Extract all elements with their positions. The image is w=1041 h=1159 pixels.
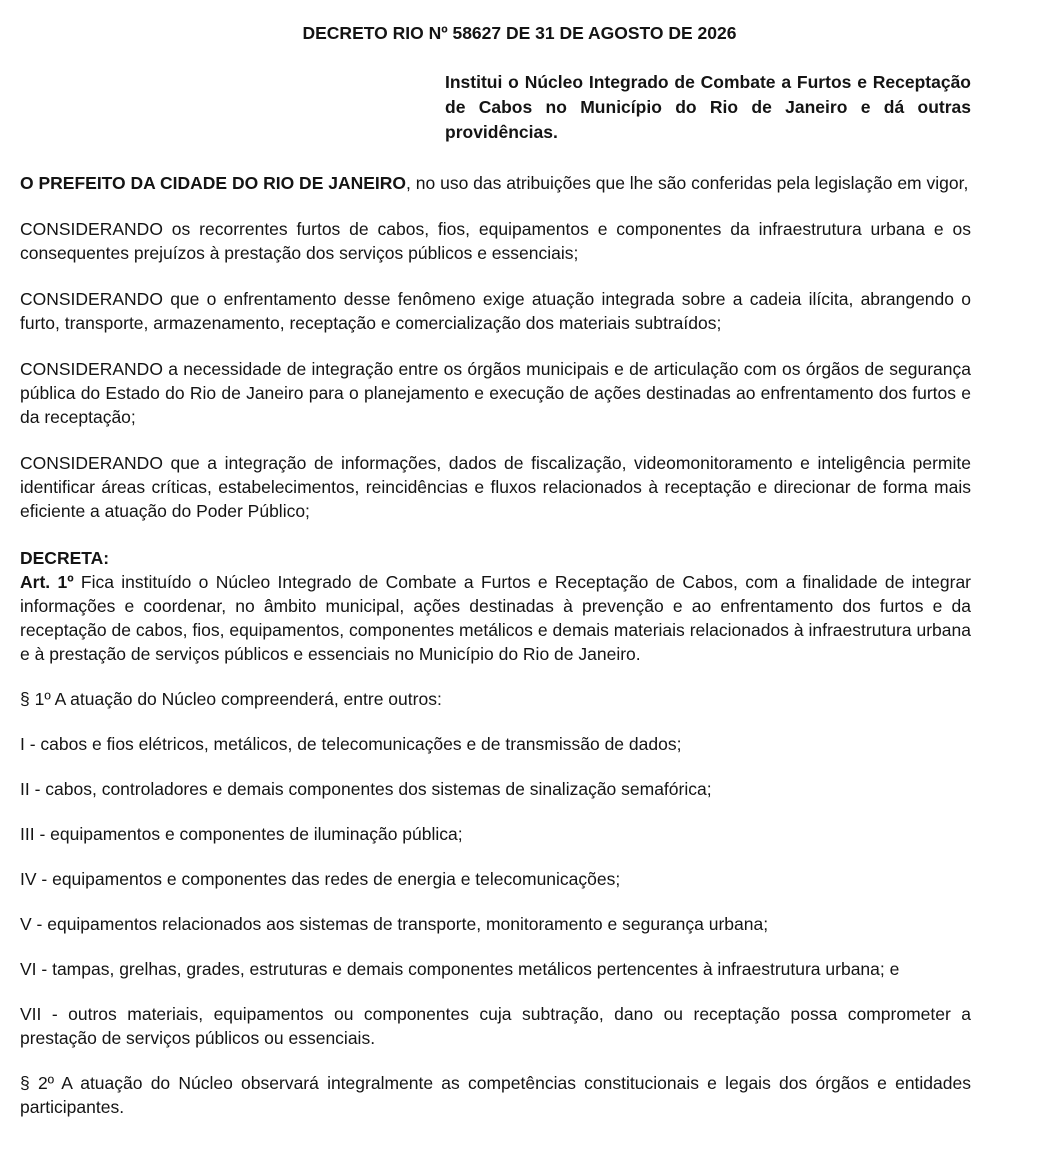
paragraph-1: § 1º A atuação do Núcleo compreenderá, entre outros: xyxy=(20,689,442,709)
preamble xyxy=(20,171,971,195)
article-1-label: Art. 1º xyxy=(20,572,74,592)
considerando-3: CONSIDERANDO a necessidade de integração entre os órgãos municipais e de articulação com os órgãos de segurança pública do Estado do Rio de Janeiro para o planejamento e execução de ações destinadas ao enfrentamento dos furtos e da receptação; xyxy=(20,359,971,427)
list-item-vii: VII - outros materiais, equipamentos ou componentes cuja subtração, dano ou receptação possa comprometer a prestação de serviços públicos ou essenciais. xyxy=(20,1004,971,1048)
article-1-text: Fica instituído o Núcleo Integrado de Combate a Furtos e Receptação de Cabos, com a finalidade de integrar informações e coordenar, no âmbito municipal, ações destinadas à prevenção e ao enfrentamento dos furtos e da receptação de cabos, fios, equipamentos, componentes metálicos e demais materiais relacionados à infraestrutura urbana e à prestação de serviços públicos e essenciais no Município do Rio de Janeiro. xyxy=(20,572,972,664)
list-item-i: I - cabos e fios elétricos, metálicos, de telecomunicações e de transmissão de dados; xyxy=(20,734,682,754)
list-item-iii: III - equipamentos e componentes de iluminação pública; xyxy=(20,824,463,844)
list-item-ii: II - cabos, controladores e demais componentes dos sistemas de sinalização semafórica; xyxy=(20,779,712,799)
decreta-heading: DECRETA: xyxy=(20,548,110,568)
list-item-v: V - equipamentos relacionados aos sistemas de transporte, monitoramento e segurança urbana; xyxy=(20,914,769,934)
decree-ementa: Institui o Núcleo Integrado de Combate a Furtos e Receptação de Cabos no Município do Rio de Janeiro e dá outras providências. xyxy=(445,72,971,142)
paragraph-2: § 2º A atuação do Núcleo observará integralmente as competências constitucionais e legais dos órgãos e entidades participantes. xyxy=(20,1073,971,1117)
considerando-2: CONSIDERANDO que o enfrentamento desse fenômeno exige atuação integrada sobre a cadeia ilícita, abrangendo o furto, transporte, armazenamento, receptação e comercialização dos materiais subtraídos; xyxy=(20,289,971,333)
article-1 xyxy=(20,570,971,666)
preamble-authority: O PREFEITO DA CIDADE DO RIO DE JANEIRO xyxy=(20,173,407,193)
considerando-4: CONSIDERANDO que a integração de informações, dados de fiscalização, videomonitoramento e inteligência permite identificar áreas críticas, estabelecimentos, reincidências e fluxos relacionados à receptação e direcionar de forma mais eficiente a atuação do Poder Público; xyxy=(20,453,971,521)
list-item-vi: VI - tampas, grelhas, grades, estruturas e demais componentes metálicos pertencentes à infraestrutura urbana; e xyxy=(20,959,900,979)
decree-title: DECRETO RIO Nº 58627 DE 31 DE AGOSTO DE 2026 xyxy=(302,23,737,43)
preamble-text: , no uso das atribuições que lhe são conferidas pela legislação em vigor, xyxy=(406,173,969,193)
list-item-iv: IV - equipamentos e componentes das redes de energia e telecomunicações; xyxy=(20,869,621,889)
considerando-1: CONSIDERANDO os recorrentes furtos de cabos, fios, equipamentos e componentes da infraestrutura urbana e os consequentes prejuízos à prestação dos serviços públicos e essenciais; xyxy=(20,219,971,263)
